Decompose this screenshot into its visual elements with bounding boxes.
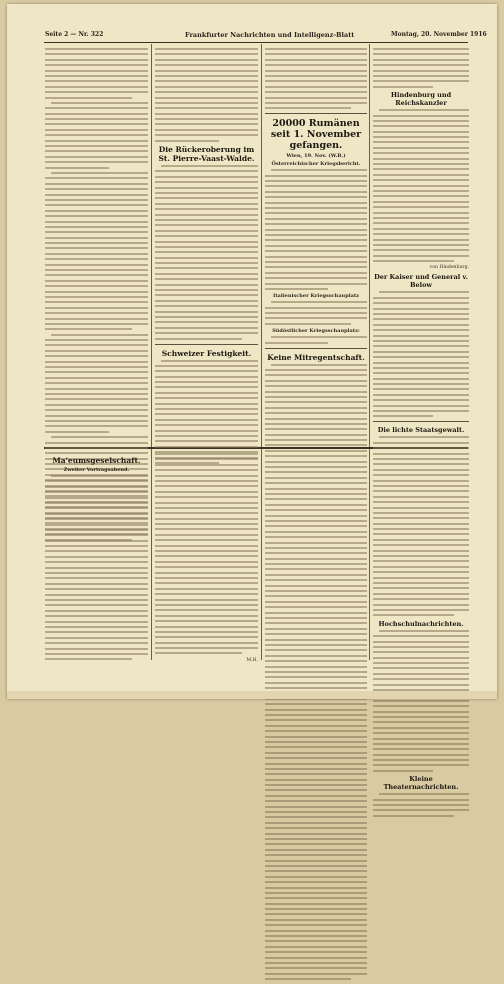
theater-headline: Kleine Theaternachrichten.: [383, 775, 459, 792]
article-text: [373, 793, 469, 817]
article-text: [155, 453, 258, 654]
article-text: [373, 48, 469, 88]
article-text: [45, 475, 148, 660]
article-text: [155, 165, 258, 340]
article-text: [265, 336, 367, 343]
schweizer-headline: Schweizer Festigkeit.: [161, 348, 252, 358]
column-rule: [369, 44, 370, 660]
article-text: [373, 109, 469, 262]
hindenburg-headline: Hindenburg und Reichskanzler: [390, 91, 452, 108]
article-separator: [155, 344, 258, 345]
page-number-header: Seite 2 — Nr. 322: [45, 31, 104, 38]
feuilleton-headline: Ma'eumsgeselschaft.: [52, 456, 141, 465]
column-4: [373, 48, 469, 820]
article-text: [155, 48, 258, 142]
italian-front-subhead: Italienischer Kriegsschauplatz: [273, 293, 359, 300]
feuilleton-column-2: [155, 453, 258, 663]
column-2: [155, 48, 258, 467]
gefangen-headline: 20000 Rumänen seit 1. November gefangen.: [270, 118, 362, 152]
article-separator: [265, 348, 367, 349]
kaiser-below-headline: Der Kaiser und General v. Below: [374, 273, 468, 290]
article-separator: [373, 421, 469, 422]
southeast-front-subhead: Südöstlicher Kriegsschauplatz:: [272, 328, 360, 335]
newspaper-page: [7, 4, 497, 792]
column-rule: [151, 44, 152, 660]
column-rule: [261, 44, 262, 660]
page-bottom-margin: [7, 691, 497, 699]
article-text: [155, 360, 258, 464]
date-header: Montag, 20. November 1916: [391, 31, 487, 38]
header-rule: [44, 42, 468, 43]
lichte-headline: Die lichte Staatsgewalt.: [377, 426, 465, 435]
feuilleton-subhead: Zweiter Vortragsabend.: [63, 467, 130, 473]
article-text: [265, 364, 367, 981]
column-3: [265, 48, 367, 984]
article-text: [265, 169, 367, 290]
article-text: [373, 436, 469, 616]
article-text: [265, 301, 367, 325]
article-text: [373, 291, 469, 417]
gefangen-subhead: Österreichischer Kriegsbericht.: [271, 161, 361, 168]
feuilleton-column-1: [45, 453, 148, 664]
article-text: [373, 630, 469, 772]
article-separator: [265, 113, 367, 114]
gefangen-dateline: Wien, 19. Nov. (W.B.): [286, 153, 346, 160]
article-text: [265, 48, 367, 109]
rueckeroberung-headline: Die Rückeroberung im St. Pierre-Vaast-Walde.: [158, 145, 255, 164]
mitregent-headline: Keine Mitregentschaft.: [267, 352, 365, 362]
newspaper-name-header: Frankfurter Nachrichten und Intelligenz-Blatt: [185, 31, 355, 39]
hochschul-headline: Hochschulnachrichten.: [378, 619, 464, 628]
hindenburg-signature: von Hindenburg.: [429, 265, 469, 271]
feuilleton-signature: M.H.: [246, 657, 258, 663]
